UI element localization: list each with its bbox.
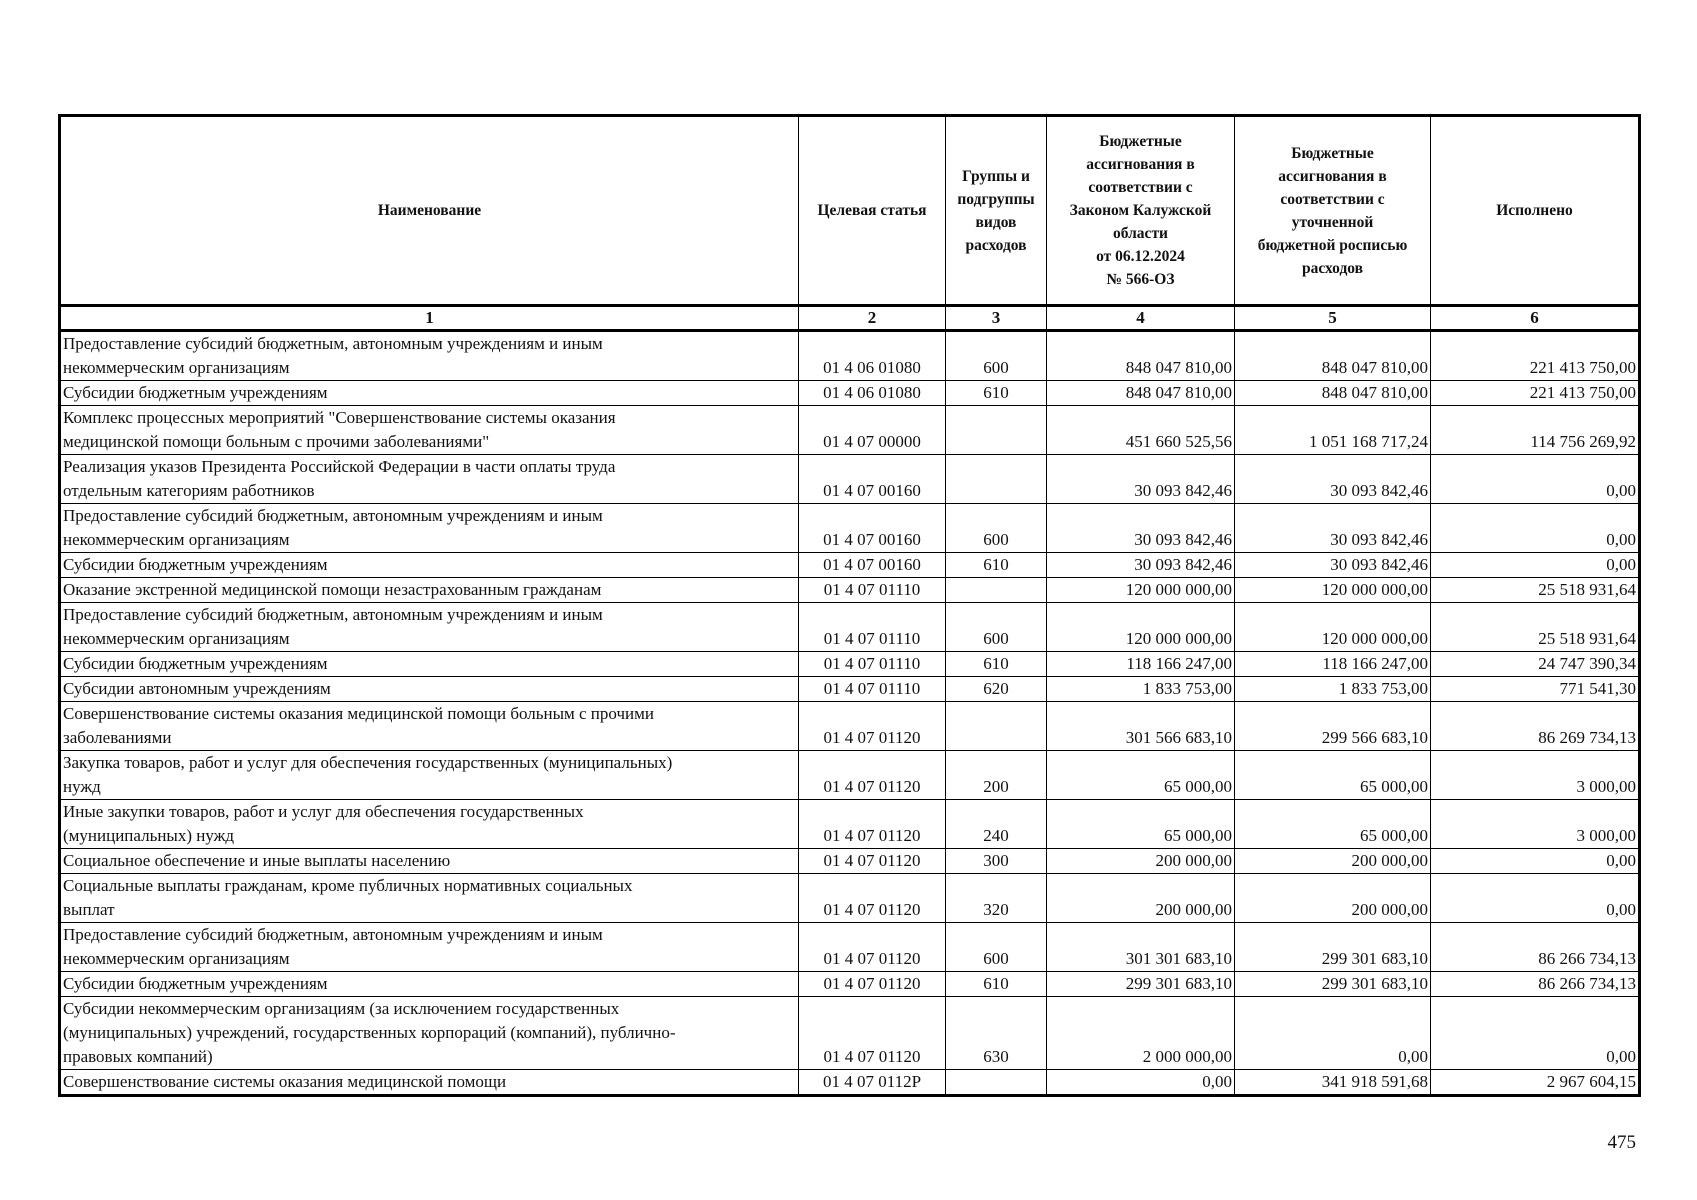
row-law-appropriation: 848 047 810,00 — [1047, 331, 1235, 381]
row-law-appropriation: 200 000,00 — [1047, 849, 1235, 874]
row-law-appropriation: 200 000,00 — [1047, 874, 1235, 923]
row-executed: 86 266 734,13 — [1431, 972, 1640, 997]
row-name — [60, 751, 799, 800]
row-executed: 24 747 390,34 — [1431, 652, 1640, 677]
row-law-appropriation: 0,00 — [1047, 1070, 1235, 1096]
header-refined-appropriations — [1235, 116, 1431, 306]
header-line: подгруппы — [957, 190, 1035, 208]
table-row — [60, 972, 1640, 997]
header-line: бюджетной росписью — [1257, 236, 1408, 254]
row-law-appropriation: 65 000,00 — [1047, 800, 1235, 849]
row-expense-group: 300 — [946, 849, 1047, 874]
row-law-appropriation: 451 660 525,56 — [1047, 406, 1235, 455]
row-expense-group: 200 — [946, 751, 1047, 800]
row-name-line: Совершенствование системы оказания медицинской помощи — [63, 1072, 507, 1091]
row-executed: 25 518 931,64 — [1431, 603, 1640, 652]
row-name-line: Оказание экстренной медицинской помощи незастрахованным гражданам — [63, 580, 602, 599]
row-refined-appropriation: 1 051 168 717,24 — [1235, 406, 1431, 455]
row-name-line: Предоставление субсидий бюджетным, автономным учреждениям и иным — [63, 334, 603, 353]
row-target-article: 01 4 07 00160 — [799, 504, 946, 553]
header-line: соответствии с — [1280, 190, 1385, 208]
row-law-appropriation: 2 000 000,00 — [1047, 997, 1235, 1070]
row-target-article: 01 4 06 01080 — [799, 381, 946, 406]
row-refined-appropriation: 118 166 247,00 — [1235, 652, 1431, 677]
row-name — [60, 331, 799, 381]
row-name-line: Предоставление субсидий бюджетным, автономным учреждениям и иным — [63, 925, 603, 944]
row-law-appropriation: 118 166 247,00 — [1047, 652, 1235, 677]
header-line: Законом Калужской — [1069, 202, 1212, 219]
row-executed: 0,00 — [1431, 455, 1640, 504]
row-target-article: 01 4 06 01080 — [799, 331, 946, 381]
header-line: расходов — [1301, 259, 1364, 277]
row-executed: 2 967 604,15 — [1431, 1070, 1640, 1096]
row-executed: 86 269 734,13 — [1431, 702, 1640, 751]
row-expense-group — [946, 406, 1047, 455]
column-number: 3 — [946, 306, 1047, 331]
row-name-line: выплат — [63, 900, 115, 919]
row-law-appropriation: 848 047 810,00 — [1047, 381, 1235, 406]
row-target-article: 01 4 07 01110 — [799, 603, 946, 652]
row-name-line: (муниципальных) нужд — [63, 826, 235, 845]
row-law-appropriation: 30 093 842,46 — [1047, 553, 1235, 578]
table-row — [60, 455, 1640, 504]
table-row — [60, 702, 1640, 751]
row-name-line: правовых компаний) — [63, 1047, 213, 1066]
row-refined-appropriation: 30 093 842,46 — [1235, 553, 1431, 578]
row-name — [60, 652, 799, 677]
row-name — [60, 997, 799, 1070]
row-expense-group: 600 — [946, 603, 1047, 652]
row-target-article: 01 4 07 01120 — [799, 800, 946, 849]
row-refined-appropriation: 200 000,00 — [1235, 874, 1431, 923]
row-law-appropriation: 65 000,00 — [1047, 751, 1235, 800]
row-executed: 0,00 — [1431, 997, 1640, 1070]
row-executed: 3 000,00 — [1431, 800, 1640, 849]
row-name-line: Субсидии бюджетным учреждениям — [63, 383, 328, 402]
row-executed: 86 266 734,13 — [1431, 923, 1640, 972]
row-executed: 0,00 — [1431, 504, 1640, 553]
row-name-line: Предоставление субсидий бюджетным, автономным учреждениям и иным — [63, 605, 603, 624]
row-name — [60, 923, 799, 972]
row-name-line: Предоставление субсидий бюджетным, автономным учреждениям и иным — [63, 506, 603, 525]
row-target-article: 01 4 07 00160 — [799, 455, 946, 504]
table-row — [60, 381, 1640, 406]
row-name-line: некоммерческим организациям — [63, 358, 290, 377]
header-line: соответствии с — [1088, 179, 1193, 196]
row-name-line: Комплекс процессных мероприятий "Совершенствование системы оказания — [63, 408, 616, 427]
row-refined-appropriation: 30 093 842,46 — [1235, 504, 1431, 553]
row-expense-group: 630 — [946, 997, 1047, 1070]
header-line: уточненной — [1291, 213, 1374, 231]
row-refined-appropriation: 848 047 810,00 — [1235, 331, 1431, 381]
row-law-appropriation: 1 833 753,00 — [1047, 677, 1235, 702]
table-row — [60, 1070, 1640, 1096]
row-law-appropriation: 120 000 000,00 — [1047, 578, 1235, 603]
row-name-line: (муниципальных) учреждений, государственных корпораций (компаний), публично- — [63, 1023, 676, 1042]
row-executed: 3 000,00 — [1431, 751, 1640, 800]
page-number: 475 — [1607, 1132, 1636, 1153]
row-expense-group: 320 — [946, 874, 1047, 923]
row-name-line: Субсидии бюджетным учреждениям — [63, 974, 328, 993]
row-executed: 114 756 269,92 — [1431, 406, 1640, 455]
row-refined-appropriation: 341 918 591,68 — [1235, 1070, 1431, 1096]
table-header — [60, 116, 1640, 331]
row-name-line: Закупка товаров, работ и услуг для обеспечения государственных (муниципальных) — [63, 753, 673, 772]
header-line: № 566-ОЗ — [1106, 271, 1175, 288]
row-refined-appropriation: 299 301 683,10 — [1235, 923, 1431, 972]
row-target-article: 01 4 07 01110 — [799, 578, 946, 603]
header-line: Бюджетные — [1099, 133, 1182, 150]
table-row — [60, 874, 1640, 923]
header-line: от 06.12.2024 — [1096, 248, 1185, 265]
header-target-article: Целевая статья — [799, 116, 946, 306]
row-name-line: некоммерческим организациям — [63, 530, 290, 549]
column-number: 2 — [799, 306, 946, 331]
table-row — [60, 553, 1640, 578]
row-name — [60, 381, 799, 406]
row-refined-appropriation: 1 833 753,00 — [1235, 677, 1431, 702]
row-name — [60, 406, 799, 455]
row-executed: 771 541,30 — [1431, 677, 1640, 702]
row-target-article: 01 4 07 01120 — [799, 874, 946, 923]
header-line: ассигнования в — [1278, 167, 1387, 185]
row-expense-group: 610 — [946, 972, 1047, 997]
row-name — [60, 1070, 799, 1096]
header-line: видов — [975, 213, 1017, 231]
row-name-line: медицинской помощи больным с прочими заболеваниями" — [63, 432, 490, 451]
row-refined-appropriation: 65 000,00 — [1235, 751, 1431, 800]
header-line: Бюджетные — [1291, 144, 1374, 162]
table-row — [60, 578, 1640, 603]
row-target-article: 01 4 07 01120 — [799, 997, 946, 1070]
header-law-appropriations — [1047, 116, 1235, 306]
row-name — [60, 849, 799, 874]
header-name: Наименование — [60, 116, 799, 306]
row-name — [60, 874, 799, 923]
row-executed: 0,00 — [1431, 849, 1640, 874]
row-target-article: 01 4 07 00160 — [799, 553, 946, 578]
row-target-article: 01 4 07 01120 — [799, 972, 946, 997]
row-target-article: 01 4 07 01120 — [799, 923, 946, 972]
column-number-row — [60, 306, 1640, 331]
row-name-line: Социальное обеспечение и иные выплаты населению — [63, 851, 451, 870]
header-row — [60, 116, 1640, 306]
table-row — [60, 504, 1640, 553]
row-executed: 221 413 750,00 — [1431, 381, 1640, 406]
row-refined-appropriation: 65 000,00 — [1235, 800, 1431, 849]
row-name — [60, 603, 799, 652]
header-line: расходов — [965, 236, 1027, 254]
row-expense-group — [946, 455, 1047, 504]
row-expense-group: 600 — [946, 331, 1047, 381]
header-expense-groups — [946, 116, 1047, 306]
table-row — [60, 331, 1640, 381]
row-name-line: Реализация указов Президента Российской Федерации в части оплаты труда — [63, 457, 616, 476]
row-target-article: 01 4 07 01110 — [799, 652, 946, 677]
column-number: 6 — [1431, 306, 1640, 331]
row-law-appropriation: 301 566 683,10 — [1047, 702, 1235, 751]
row-law-appropriation: 30 093 842,46 — [1047, 504, 1235, 553]
row-refined-appropriation: 848 047 810,00 — [1235, 381, 1431, 406]
row-name-line: отдельным категориям работников — [63, 481, 315, 500]
row-expense-group: 610 — [946, 553, 1047, 578]
column-number: 1 — [60, 306, 799, 331]
row-expense-group: 620 — [946, 677, 1047, 702]
table-row — [60, 652, 1640, 677]
row-name-line: Субсидии бюджетным учреждениям — [63, 654, 328, 673]
row-executed: 25 518 931,64 — [1431, 578, 1640, 603]
row-law-appropriation: 299 301 683,10 — [1047, 972, 1235, 997]
row-expense-group: 610 — [946, 381, 1047, 406]
row-refined-appropriation: 120 000 000,00 — [1235, 603, 1431, 652]
row-name — [60, 800, 799, 849]
row-target-article: 01 4 07 00000 — [799, 406, 946, 455]
row-name — [60, 677, 799, 702]
row-target-article: 01 4 07 01120 — [799, 849, 946, 874]
table-row — [60, 849, 1640, 874]
row-target-article: 01 4 07 0112Р — [799, 1070, 946, 1096]
row-name-line: Совершенствование системы оказания медицинской помощи больным с прочими — [63, 704, 654, 723]
row-refined-appropriation: 0,00 — [1235, 997, 1431, 1070]
row-refined-appropriation: 30 093 842,46 — [1235, 455, 1431, 504]
row-name — [60, 578, 799, 603]
row-refined-appropriation: 200 000,00 — [1235, 849, 1431, 874]
row-name-line: Субсидии автономным учреждениям — [63, 679, 331, 698]
row-law-appropriation: 301 301 683,10 — [1047, 923, 1235, 972]
row-executed: 221 413 750,00 — [1431, 331, 1640, 381]
row-target-article: 01 4 07 01110 — [799, 677, 946, 702]
header-line: Группы и — [962, 167, 1030, 185]
table-row — [60, 751, 1640, 800]
column-number: 5 — [1235, 306, 1431, 331]
row-expense-group — [946, 1070, 1047, 1096]
header-line: области — [1113, 225, 1168, 242]
table-row — [60, 603, 1640, 652]
row-name-line: Иные закупки товаров, работ и услуг для обеспечения государственных — [63, 802, 584, 821]
row-name — [60, 504, 799, 553]
table-row — [60, 800, 1640, 849]
table-row — [60, 406, 1640, 455]
row-expense-group: 240 — [946, 800, 1047, 849]
row-expense-group: 610 — [946, 652, 1047, 677]
row-executed: 0,00 — [1431, 874, 1640, 923]
row-expense-group: 600 — [946, 923, 1047, 972]
row-name-line: Социальные выплаты гражданам, кроме публичных нормативных социальных — [63, 876, 633, 895]
table-row — [60, 997, 1640, 1070]
row-name — [60, 455, 799, 504]
row-name-line: Субсидии бюджетным учреждениям — [63, 555, 328, 574]
row-name — [60, 553, 799, 578]
header-executed: Исполнено — [1431, 116, 1640, 306]
row-name-line: нужд — [63, 777, 101, 796]
row-refined-appropriation: 120 000 000,00 — [1235, 578, 1431, 603]
row-target-article: 01 4 07 01120 — [799, 751, 946, 800]
row-expense-group — [946, 702, 1047, 751]
row-name-line: Субсидии некоммерческим организациям (за исключением государственных — [63, 999, 620, 1018]
row-law-appropriation: 30 093 842,46 — [1047, 455, 1235, 504]
row-name — [60, 972, 799, 997]
table-row — [60, 923, 1640, 972]
header-line: ассигнования в — [1086, 156, 1195, 173]
table-row — [60, 677, 1640, 702]
row-law-appropriation: 120 000 000,00 — [1047, 603, 1235, 652]
row-refined-appropriation: 299 301 683,10 — [1235, 972, 1431, 997]
row-target-article: 01 4 07 01120 — [799, 702, 946, 751]
row-expense-group: 600 — [946, 504, 1047, 553]
row-executed: 0,00 — [1431, 553, 1640, 578]
row-name-line: заболеваниями — [63, 728, 172, 747]
column-number: 4 — [1047, 306, 1235, 331]
row-name — [60, 702, 799, 751]
row-name-line: некоммерческим организациям — [63, 629, 290, 648]
row-name-line: некоммерческим организациям — [63, 949, 290, 968]
budget-table — [58, 114, 1641, 1097]
row-expense-group — [946, 578, 1047, 603]
table-body — [60, 331, 1640, 1096]
row-refined-appropriation: 299 566 683,10 — [1235, 702, 1431, 751]
